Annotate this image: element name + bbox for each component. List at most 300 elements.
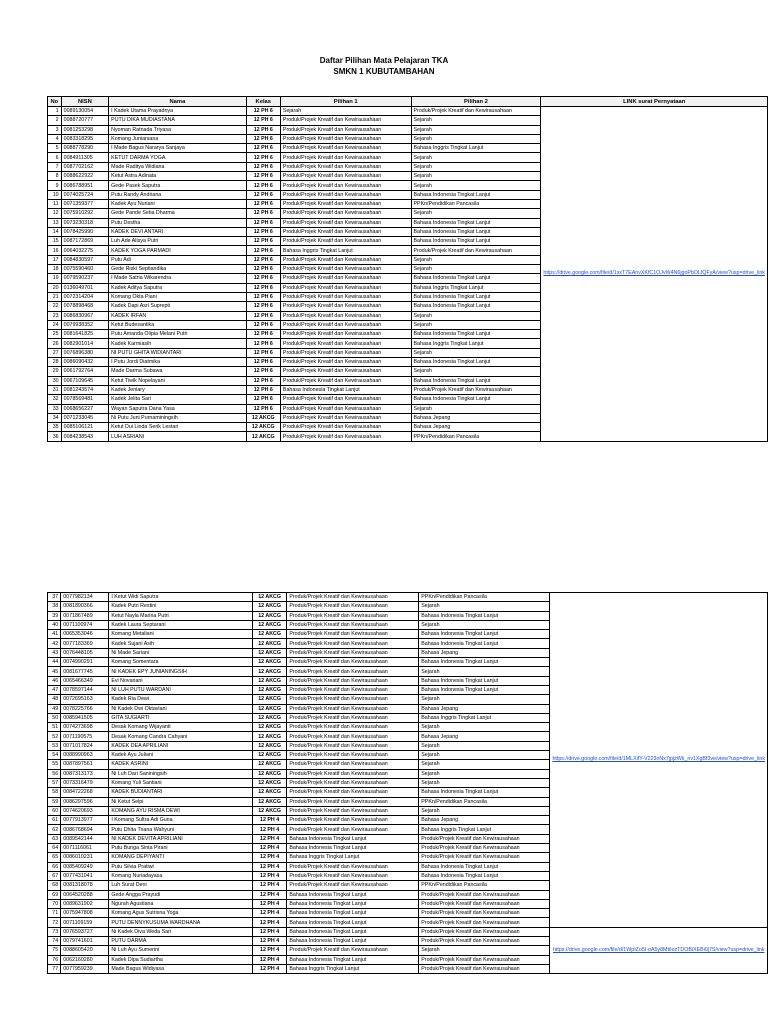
cell-nama: I Putu Jordi Diatmika xyxy=(109,358,246,367)
cell-pilihan-1: Produk/Projek Kreatif dan Kewirausahaan xyxy=(287,695,419,704)
cell-nama: I Made Satria Wikarendra xyxy=(109,274,246,283)
cell-no: 5 xyxy=(48,144,62,153)
cell-pilihan-2: Produk/Projek Kreatif dan Kewirausahaan xyxy=(419,936,550,945)
cell-nama: Kadek Ayu Juliani xyxy=(109,751,252,760)
cell-pilihan-1: Produk/Projek Kreatif dan Kewirausahaan xyxy=(280,423,411,432)
cell-kelas: 12 PH 6 xyxy=(246,367,280,376)
cell-nama: Kadek Jelita Sari xyxy=(109,395,246,404)
cell-pilihan-2: Sejarah xyxy=(419,778,550,787)
cell-no: 7 xyxy=(48,162,62,171)
cell-pilihan-1: Produk/Projek Kreatif dan Kewirausahaan xyxy=(280,199,411,208)
cell-nisn: 0062160280 xyxy=(61,955,109,964)
statement-link[interactable]: https://drive.google.com/file/d/1sxT7EAnvXKfC1OJvW4N6jgoPbOLfQFyA/view?usp=drive_link xyxy=(541,107,768,442)
cell-pilihan-1: Produk/Projek Kreatif dan Kewirausahaan xyxy=(287,760,419,769)
cell-no: 49 xyxy=(48,704,61,713)
cell-pilihan-2: Bahasa Indonesia Tingkat Lanjut xyxy=(411,237,541,246)
cell-pilihan-1: Produk/Projek Kreatif dan Kewirausahaan xyxy=(280,395,411,404)
cell-pilihan-1: Produk/Projek Kreatif dan Kewirausahaan xyxy=(287,788,419,797)
cell-nisn: 0087702162 xyxy=(61,162,109,171)
cell-kelas: 12 PH 6 xyxy=(246,292,280,301)
cell-kelas: 12 PH 4 xyxy=(252,909,287,918)
cell-pilihan-2: Bahasa Inggris Tingkat Lanjut xyxy=(419,713,550,722)
cell-kelas: 12 AKCG xyxy=(252,704,287,713)
cell-nisn: 0079938352 xyxy=(61,320,109,329)
cell-nama: Kadek Karmiasih xyxy=(109,339,246,348)
cell-pilihan-1: Produk/Projek Kreatif dan Kewirausahaan xyxy=(280,181,411,190)
cell-nisn: 0089542144 xyxy=(61,834,109,843)
cell-pilihan-1: Produk/Projek Kreatif dan Kewirausahaan xyxy=(287,946,419,955)
cell-kelas: 12 PH 6 xyxy=(246,107,280,116)
cell-nisn: 0078597144 xyxy=(61,685,109,694)
cell-pilihan-1: Produk/Projek Kreatif dan Kewirausahaan xyxy=(287,704,419,713)
cell-no: 52 xyxy=(48,732,61,741)
cell-nisn: 0086010231 xyxy=(61,853,109,862)
cell-pilihan-2: PPKn/Pendidikan Pancasila xyxy=(419,881,550,890)
cell-pilihan-2: Produk/Projek Kreatif dan Kewirausahaan xyxy=(419,834,550,843)
cell-nisn: 0087313173 xyxy=(61,769,109,778)
cell-nama: Ketut Dui Linda Serik Lestari xyxy=(109,423,246,432)
cell-pilihan-1: Produk/Projek Kreatif dan Kewirausahaan xyxy=(287,639,419,648)
cell-nisn: 0075947808 xyxy=(61,909,109,918)
cell-nama: KADEK DEVI ANTARI xyxy=(109,227,246,236)
cell-pilihan-1: Produk/Projek Kreatif dan Kewirausahaan xyxy=(280,274,411,283)
cell-pilihan-1: Produk/Projek Kreatif dan Kewirausahaan xyxy=(287,685,419,694)
cell-nama: I Made Bagus Nararya Sanjaya xyxy=(109,144,246,153)
cell-pilihan-1: Produk/Projek Kreatif dan Kewirausahaan xyxy=(280,302,411,311)
cell-no: 70 xyxy=(48,899,61,908)
cell-pilihan-2: Bahasa Indonesia Tingkat Lanjut xyxy=(411,218,541,227)
cell-nisn: 0084238543 xyxy=(61,432,109,441)
cell-pilihan-1: Produk/Projek Kreatif dan Kewirausahaan xyxy=(280,292,411,301)
cell-pilihan-2: Produk/Projek Kreatif dan Kewirausahaan xyxy=(419,844,550,853)
cell-pilihan-2: Sejarah xyxy=(419,769,550,778)
cell-pilihan-2: PPKn/Pendidikan Pancasila xyxy=(411,432,541,441)
cell-pilihan-2: Sejarah xyxy=(419,602,550,611)
cell-pilihan-1: Produk/Projek Kreatif dan Kewirausahaan xyxy=(280,162,411,171)
cell-nama: Komang Agus Sutrisna Yoga xyxy=(109,909,252,918)
cell-no: 19 xyxy=(48,274,62,283)
cell-pilihan-2: Produk/Projek Kreatif dan Kewirausahaan xyxy=(411,107,541,116)
cell-pilihan-1: Produk/Projek Kreatif dan Kewirausahaan xyxy=(287,602,419,611)
cell-nama: Ni Made Sariani xyxy=(109,648,252,657)
cell-pilihan-2: Bahasa Indonesia Tingkat Lanjut xyxy=(411,292,541,301)
cell-kelas: 12 AKCG xyxy=(252,602,287,611)
cell-kelas: 12 PH 4 xyxy=(252,927,287,936)
cell-nama: Ketut Astra Adinata xyxy=(109,172,246,181)
cell-nama: Nyoman Ratnada Triyasa xyxy=(109,125,246,134)
cell-pilihan-1: Produk/Projek Kreatif dan Kewirausahaan xyxy=(280,367,411,376)
cell-kelas: 12 PH 4 xyxy=(252,825,287,834)
cell-pilihan-2: Sejarah xyxy=(419,667,550,676)
cell-pilihan-2: Bahasa Indonesia Tingkat Lanjut xyxy=(419,676,550,685)
cell-nama: PUTU DARMA xyxy=(109,936,252,945)
cell-nisn: 0085409249 xyxy=(61,862,109,871)
cell-nisn: 0071100974 xyxy=(61,620,109,629)
cell-nama: Made Darma Subawa xyxy=(109,367,246,376)
cell-no: 14 xyxy=(48,227,62,236)
cell-pilihan-2: Bahasa Jepang xyxy=(411,423,541,432)
cell-nisn: 0078569481 xyxy=(61,395,109,404)
cell-pilihan-2: Sejarah xyxy=(411,181,541,190)
cell-nisn: 0088622922 xyxy=(61,172,109,181)
cell-nama: NI PUTU GHITA WIDIANTARI xyxy=(109,348,246,357)
cell-nisn: 0064520288 xyxy=(61,890,109,899)
cell-nisn: 0076896380 xyxy=(61,348,109,357)
cell-no: 54 xyxy=(48,751,61,760)
cell-nisn: 0076593727 xyxy=(61,927,109,936)
cell-nama: KOMANG DEPIYANTI xyxy=(109,853,252,862)
statement-link[interactable]: https://drive.google.com/file/d/1MLXifY-V223nNx7jpjzWk_nv1XgBf3ve/view?usp=drive_link xyxy=(550,593,768,928)
cell-kelas: 12 PH 6 xyxy=(246,330,280,339)
cell-nama: I Komang Sultra Adi Guna xyxy=(109,816,252,825)
cell-pilihan-2: Bahasa Indonesia Tingkat Lanjut xyxy=(411,227,541,236)
cell-nisn: 0074620693 xyxy=(61,806,109,815)
cell-pilihan-2: Sejarah xyxy=(411,162,541,171)
cell-nama: Desak Komang Wijayanti xyxy=(109,723,252,732)
cell-nisn: 0081890366 xyxy=(61,602,109,611)
cell-pilihan-1: Produk/Projek Kreatif dan Kewirausahaan xyxy=(287,648,419,657)
cell-nisn: 0081677745 xyxy=(61,667,109,676)
cell-kelas: 12 PH 6 xyxy=(246,376,280,385)
cell-no: 39 xyxy=(48,611,61,620)
cell-kelas: 12 AKCG xyxy=(252,713,287,722)
cell-nama: Kadek Sujani Asih xyxy=(109,639,252,648)
cell-nisn: 0081641825 xyxy=(61,330,109,339)
cell-pilihan-1: Produk/Projek Kreatif dan Kewirausahaan xyxy=(287,630,419,639)
cell-pilihan-2: PPKn/Pendidikan Pancasila xyxy=(419,797,550,806)
cell-pilihan-1: Produk/Projek Kreatif dan Kewirausahaan xyxy=(280,255,411,264)
cell-pilihan-2: Produk/Projek Kreatif dan Kewirausahaan xyxy=(419,909,550,918)
cell-pilihan-2: Bahasa Indonesia Tingkat Lanjut xyxy=(419,862,550,871)
cell-no: 22 xyxy=(48,302,62,311)
cell-nama: Kadek Jeniary xyxy=(109,385,246,394)
cell-nama: Gede Angga Prayudi xyxy=(109,890,252,899)
cell-kelas: 12 PH 6 xyxy=(246,283,280,292)
cell-kelas: 12 AKCG xyxy=(246,413,280,422)
cell-pilihan-1: Bahasa Indonesia Tingkat Lanjut xyxy=(280,385,411,394)
cell-nama: Putu Amanda Olipia Melani Putri xyxy=(109,330,246,339)
cell-no: 45 xyxy=(48,667,61,676)
cell-nama: KETUT DARMA YOGA xyxy=(109,153,246,162)
cell-nisn: 0081253298 xyxy=(61,125,109,134)
cell-nisn: 0075590460 xyxy=(61,265,109,274)
cell-no: 53 xyxy=(48,741,61,750)
cell-nisn: 0077183369 xyxy=(61,639,109,648)
cell-no: 6 xyxy=(48,153,62,162)
cell-pilihan-2: Sejarah xyxy=(419,741,550,750)
cell-kelas: 12 PH 4 xyxy=(252,964,287,973)
cell-nama: GITA SUGIARTI xyxy=(109,713,252,722)
cell-kelas: 12 PH 6 xyxy=(246,181,280,190)
cell-nama: I Ketut Widi Saputra xyxy=(109,593,252,602)
cell-kelas: 12 AKCG xyxy=(252,797,287,806)
cell-no: 72 xyxy=(48,918,61,927)
cell-no: 76 xyxy=(48,955,61,964)
cell-nama: Ni Kadek Diva Weda Sari xyxy=(109,927,252,936)
cell-kelas: 12 PH 6 xyxy=(246,358,280,367)
cell-nisn: 0071867489 xyxy=(61,611,109,620)
cell-pilihan-1: Produk/Projek Kreatif dan Kewirausahaan xyxy=(280,283,411,292)
cell-pilihan-1: Produk/Projek Kreatif dan Kewirausahaan xyxy=(280,265,411,274)
cell-pilihan-1: Produk/Projek Kreatif dan Kewirausahaan xyxy=(280,320,411,329)
cell-no: 28 xyxy=(48,358,62,367)
cell-no: 1 xyxy=(48,107,62,116)
cell-pilihan-1: Bahasa Indonesia Tingkat Lanjut xyxy=(287,834,419,843)
cell-kelas: 12 AKCG xyxy=(252,769,287,778)
cell-nisn: 0073316479 xyxy=(61,778,109,787)
cell-no: 30 xyxy=(48,376,62,385)
header-nisn: NISN xyxy=(61,97,109,107)
cell-kelas: 12 PH 6 xyxy=(246,218,280,227)
cell-nama: Gede Riski Septiandika xyxy=(109,265,246,274)
cell-nisn: 0084830597 xyxy=(61,255,109,264)
cell-kelas: 12 PH 4 xyxy=(252,844,287,853)
cell-no: 74 xyxy=(48,936,61,945)
cell-nisn: 0078898468 xyxy=(61,302,109,311)
cell-kelas: 12 PH 6 xyxy=(246,209,280,218)
cell-kelas: 12 PH 6 xyxy=(246,125,280,134)
cell-pilihan-2: Sejarah xyxy=(411,404,541,413)
statement-link[interactable]: https://drive.google.com/file/d/1WpIZo5I-oA5y8MtiIozTDOBiXEBi0j7S/view?usp=drive_link xyxy=(550,927,768,973)
cell-pilihan-2: Produk/Projek Kreatif dan Kewirausahaan xyxy=(419,918,550,927)
cell-nama: Luh Surat Deni xyxy=(109,881,252,890)
cell-kelas: 12 PH 6 xyxy=(246,227,280,236)
cell-nama: Kadek Putri Restini xyxy=(109,602,252,611)
cell-no: 27 xyxy=(48,348,62,357)
cell-pilihan-1: Produk/Projek Kreatif dan Kewirausahaan xyxy=(287,881,419,890)
cell-nama: Putu Adi xyxy=(109,255,246,264)
cell-nama: Made Raditya Widiana xyxy=(109,162,246,171)
cell-nisn: 0086090432 xyxy=(61,358,109,367)
cell-nama: KADEK IRFAN xyxy=(109,311,246,320)
cell-nisn: 0087172869 xyxy=(61,237,109,246)
cell-nama: Gede Pasek Saputra xyxy=(109,181,246,190)
cell-no: 16 xyxy=(48,246,62,255)
cell-kelas: 12 AKCG xyxy=(252,806,287,815)
cell-kelas: 12 PH 6 xyxy=(246,302,280,311)
cell-no: 11 xyxy=(48,199,62,208)
cell-pilihan-2: Sejarah xyxy=(419,760,550,769)
cell-no: 18 xyxy=(48,265,62,274)
header-no: No xyxy=(48,97,62,107)
cell-no: 56 xyxy=(48,769,61,778)
cell-pilihan-1: Produk/Projek Kreatif dan Kewirausahaan xyxy=(280,330,411,339)
cell-no: 9 xyxy=(48,181,62,190)
cell-pilihan-2: Sejarah xyxy=(419,751,550,760)
cell-nama: PUTU DENNYKUSUMA WARDHANA xyxy=(109,918,252,927)
cell-kelas: 12 AKCG xyxy=(252,760,287,769)
cell-no: 29 xyxy=(48,367,62,376)
cell-kelas: 12 PH 6 xyxy=(246,153,280,162)
cell-no: 65 xyxy=(48,853,61,862)
cell-no: 23 xyxy=(48,311,62,320)
cell-no: 64 xyxy=(48,844,61,853)
cell-kelas: 12 AKCG xyxy=(252,620,287,629)
cell-no: 60 xyxy=(48,806,61,815)
cell-nisn: 0064032275 xyxy=(61,246,109,255)
cell-nama: Putu Dhita Triana Wahyuni xyxy=(109,825,252,834)
cell-nama: Ni Luh Dari Saniningsih xyxy=(109,769,252,778)
cell-pilihan-2: Bahasa Indonesia Tingkat Lanjut xyxy=(419,611,550,620)
cell-pilihan-1: Produk/Projek Kreatif dan Kewirausahaan xyxy=(287,751,419,760)
cell-nama: Putu Destha xyxy=(109,218,246,227)
table-row xyxy=(48,107,768,116)
cell-pilihan-2: Produk/Projek Kreatif dan Kewirausahaan xyxy=(419,927,550,936)
cell-pilihan-2: Bahasa Indonesia Tingkat Lanjut xyxy=(411,274,541,283)
cell-pilihan-1: Produk/Projek Kreatif dan Kewirausahaan xyxy=(280,376,411,385)
cell-no: 51 xyxy=(48,723,61,732)
cell-nama: Ketut Budesantika xyxy=(109,320,246,329)
cell-kelas: 12 PH 4 xyxy=(252,881,287,890)
cell-pilihan-2: Bahasa Inggris Tingkat Lanjut xyxy=(411,283,541,292)
cell-kelas: 12 PH 6 xyxy=(246,172,280,181)
cell-pilihan-1: Sejarah xyxy=(280,107,411,116)
cell-no: 8 xyxy=(48,172,62,181)
cell-pilihan-1: Produk/Projek Kreatif dan Kewirausahaan xyxy=(287,741,419,750)
cell-nama: LUH ASRIANI xyxy=(109,432,246,441)
cell-kelas: 12 PH 6 xyxy=(246,246,280,255)
cell-nama: Wayan Saputra Dana Yasa xyxy=(109,404,246,413)
cell-nama: NI KADEK DEVITA APRILIANI xyxy=(109,834,252,843)
cell-nisn: 0075910292 xyxy=(61,209,109,218)
cell-pilihan-2: Sejarah xyxy=(419,946,550,955)
cell-nama: Kadek Dapi Asri Suprepti xyxy=(109,302,246,311)
cell-nisn: 0077431041 xyxy=(61,871,109,880)
cell-pilihan-2: Bahasa Indonesia Tingkat Lanjut xyxy=(419,658,550,667)
cell-nama: Ketut Tiwik Nopelayani xyxy=(109,376,246,385)
cell-kelas: 12 PH 4 xyxy=(252,955,287,964)
cell-pilihan-2: Produk/Projek Kreatif dan Kewirausahaan xyxy=(419,899,550,908)
cell-pilihan-1: Produk/Projek Kreatif dan Kewirausahaan xyxy=(287,769,419,778)
cell-pilihan-1: Produk/Projek Kreatif dan Kewirausahaan xyxy=(280,348,411,357)
cell-nisn: 0079741601 xyxy=(61,936,109,945)
cell-no: 69 xyxy=(48,890,61,899)
cell-pilihan-2: Sejarah xyxy=(411,125,541,134)
cell-pilihan-2: Sejarah xyxy=(419,806,550,815)
cell-pilihan-1: Produk/Projek Kreatif dan Kewirausahaan xyxy=(280,404,411,413)
header-kelas: Kelas xyxy=(246,97,280,107)
cell-kelas: 12 AKCG xyxy=(246,432,280,441)
cell-no: 50 xyxy=(48,713,61,722)
cell-pilihan-2: Sejarah xyxy=(411,209,541,218)
cell-no: 47 xyxy=(48,685,61,694)
cell-no: 77 xyxy=(48,964,61,973)
cell-pilihan-1: Produk/Projek Kreatif dan Kewirausahaan xyxy=(287,620,419,629)
cell-nisn: 0065353046 xyxy=(61,630,109,639)
selection-table-part-1 xyxy=(47,96,768,442)
cell-nisn: 0077959239 xyxy=(61,964,109,973)
cell-no: 42 xyxy=(48,639,61,648)
cell-kelas: 12 AKCG xyxy=(252,667,287,676)
cell-nisn: 0086768694 xyxy=(61,825,109,834)
cell-kelas: 12 AKCG xyxy=(252,788,287,797)
cell-nisn: 0071359377 xyxy=(61,199,109,208)
cell-nama: I Kadek Utama Prayadnya xyxy=(109,107,246,116)
cell-nisn: 0088990963 xyxy=(61,751,109,760)
cell-pilihan-1: Bahasa Indonesia Tingkat Lanjut xyxy=(287,899,419,908)
cell-nama: Gede Pande Setia Dharma xyxy=(109,209,246,218)
cell-pilihan-2: Bahasa Indonesia Tingkat Lanjut xyxy=(419,685,550,694)
cell-nisn: 0061792764 xyxy=(61,367,109,376)
cell-nisn: 0071017824 xyxy=(61,741,109,750)
table-row xyxy=(48,927,768,936)
cell-pilihan-2: Bahasa Indonesia Tingkat Lanjut xyxy=(411,330,541,339)
cell-no: 73 xyxy=(48,927,61,936)
cell-pilihan-1: Produk/Projek Kreatif dan Kewirausahaan xyxy=(287,667,419,676)
cell-no: 66 xyxy=(48,862,61,871)
cell-pilihan-1: Produk/Projek Kreatif dan Kewirausahaan xyxy=(287,797,419,806)
cell-kelas: 12 PH 6 xyxy=(246,311,280,320)
cell-nama: KADEK DEA APRILIANI xyxy=(109,741,252,750)
cell-kelas: 12 AKCG xyxy=(252,648,287,657)
cell-nama: Ni Ketut Selpi xyxy=(109,797,252,806)
cell-kelas: 12 PH 6 xyxy=(246,190,280,199)
cell-kelas: 12 PH 4 xyxy=(252,946,287,955)
cell-no: 68 xyxy=(48,881,61,890)
cell-nisn: 0067109645 xyxy=(61,376,109,385)
cell-pilihan-1: Produk/Projek Kreatif dan Kewirausahaan xyxy=(280,144,411,153)
cell-nama: Kadek Aditya Saputra xyxy=(109,283,246,292)
cell-nisn: 0071116061 xyxy=(61,844,109,853)
cell-nama: Ni Kadek Dwi Oktaviani xyxy=(109,704,252,713)
cell-nama: PUTU DIKA MUDIASTANA xyxy=(109,116,246,125)
cell-pilihan-2: Sejarah xyxy=(411,311,541,320)
cell-no: 13 xyxy=(48,218,62,227)
cell-nama: Komang Somentara xyxy=(109,658,252,667)
cell-pilihan-2: Bahasa Jepang xyxy=(419,816,550,825)
cell-kelas: 12 AKCG xyxy=(252,741,287,750)
cell-pilihan-1: Produk/Projek Kreatif dan Kewirausahaan xyxy=(280,218,411,227)
cell-no: 67 xyxy=(48,871,61,880)
header-link: LINK surat Pernyataan xyxy=(541,97,768,107)
cell-nisn: 0065466349 xyxy=(61,676,109,685)
cell-kelas: 12 AKCG xyxy=(252,593,287,602)
cell-nama: Komang Okta Piani xyxy=(109,292,246,301)
cell-pilihan-2: Sejarah xyxy=(411,255,541,264)
cell-nama: Putu Randy Andriana xyxy=(109,190,246,199)
cell-no: 33 xyxy=(48,404,62,413)
cell-pilihan-2: Bahasa Indonesia Tingkat Lanjut xyxy=(419,871,550,880)
cell-pilihan-1: Bahasa Indonesia Tingkat Lanjut xyxy=(287,927,419,936)
cell-nama: NI LUH PUTU WARDANI xyxy=(109,685,252,694)
cell-pilihan-2: Bahasa Indonesia Tingkat Lanjut xyxy=(411,302,541,311)
cell-nisn: 0074025724 xyxy=(61,190,109,199)
cell-nama: Kadek Dipa Sudiartha xyxy=(109,955,252,964)
cell-pilihan-1: Bahasa Indonesia Tingkat Lanjut xyxy=(287,936,419,945)
cell-kelas: 12 AKCG xyxy=(252,658,287,667)
cell-nama: KADEK YOGA PARMADI xyxy=(109,246,246,255)
header-pilihan-1: Pilihan 1 xyxy=(280,97,411,107)
cell-nisn: 0085941505 xyxy=(61,713,109,722)
cell-no: 21 xyxy=(48,292,62,301)
cell-pilihan-2: Sejarah xyxy=(419,695,550,704)
cell-pilihan-2: Bahasa Inggris Tingkat Lanjut xyxy=(419,825,550,834)
cell-no: 59 xyxy=(48,797,61,806)
cell-no: 10 xyxy=(48,190,62,199)
cell-pilihan-1: Produk/Projek Kreatif dan Kewirausahaan xyxy=(280,134,411,143)
cell-pilihan-2: Sejarah xyxy=(419,620,550,629)
cell-pilihan-2: Bahasa Indonesia Tingkat Lanjut xyxy=(419,788,550,797)
cell-pilihan-1: Bahasa Indonesia Tingkat Lanjut xyxy=(287,918,419,927)
cell-nisn: 0081318078 xyxy=(61,881,109,890)
cell-no: 12 xyxy=(48,209,62,218)
cell-nisn: 0071233045 xyxy=(61,413,109,422)
cell-no: 36 xyxy=(48,432,62,441)
cell-nama: Komang Metaliani xyxy=(109,630,252,639)
cell-nama: Komang Nuriadayasa xyxy=(109,871,252,880)
cell-nisn: 0077982134 xyxy=(61,593,109,602)
cell-no: 37 xyxy=(48,593,61,602)
